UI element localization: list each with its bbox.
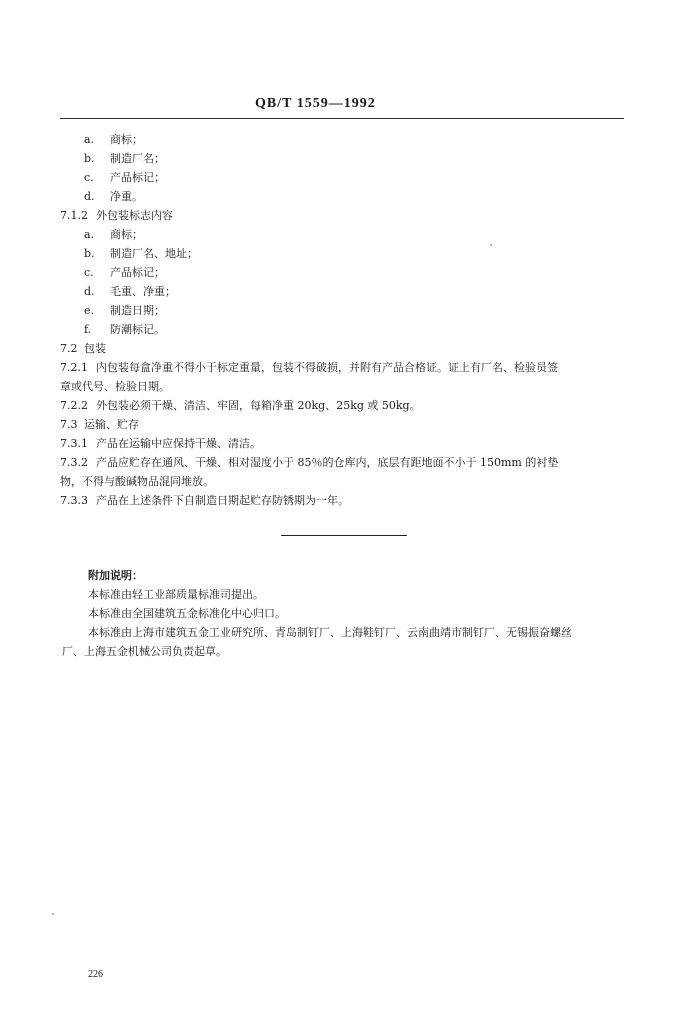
list-item: a. 商标； [84,228,143,241]
standard-code-header: QB/T 1559—1992 [255,96,376,111]
list-item: e. 制造日期； [84,304,165,317]
section-heading: 7.2 包装 [60,342,106,355]
paragraph-continuation: 章或代号、检验日期。 [60,380,170,393]
header-rule [60,118,624,119]
page-number: 226 [88,969,103,980]
paragraph: 7.3.1 产品在运输中应保持干燥、清洁。 [60,437,261,450]
notes-line: 厂、上海五金机械公司负责起草。 [62,645,227,658]
list-item: b. 制造厂名； [84,152,165,165]
section-heading: 7.3 运输、贮存 [60,418,139,431]
paragraph: 7.3.3 产品在上述条件下自制造日期起贮存防锈期为一年。 [60,494,349,507]
notes-line: 本标准由上海市建筑五金工业研究所、青岛制钉厂、上海鞋钉厂、云南曲靖市制钉厂、无锡振奋螺丝 [88,626,572,639]
scan-speck [52,913,54,915]
paragraph: 7.2.2 外包装必须干燥、清洁、牢固，每箱净重 20kg、25kg 或 50kg。 [60,399,421,412]
scan-speck [490,244,492,246]
list-item: d. 净重。 [84,190,143,203]
list-item: b. 制造厂名、地址； [84,247,198,260]
list-item: f. 防潮标记。 [84,323,165,336]
list-item: d. 毛重、净重； [84,285,176,298]
list-item: c. 产品标记； [84,171,165,184]
paragraph: 7.3.2 产品应贮存在通风、干燥、相对湿度小于 85％的仓库内，底层有距地面不小于 150mm 的衬垫 [60,456,559,469]
list-item: c. 产品标记； [84,266,165,279]
section-heading: 7.1.2 外包装标志内容 [60,209,173,222]
end-rule [281,535,407,536]
notes-line: 本标准由全国建筑五金标准化中心归口。 [88,607,286,620]
notes-title: 附加说明： [88,569,143,582]
paragraph-continuation: 物，不得与酸碱物品混同堆放。 [60,475,214,488]
paragraph: 7.2.1 内包装每盒净重不得小于标定重量，包装不得破损，并附有产品合格证。证上有厂名、检验员签 [60,361,558,374]
list-item: a. 商标； [84,133,143,146]
notes-line: 本标准由轻工业部质量标准司提出。 [88,588,264,601]
